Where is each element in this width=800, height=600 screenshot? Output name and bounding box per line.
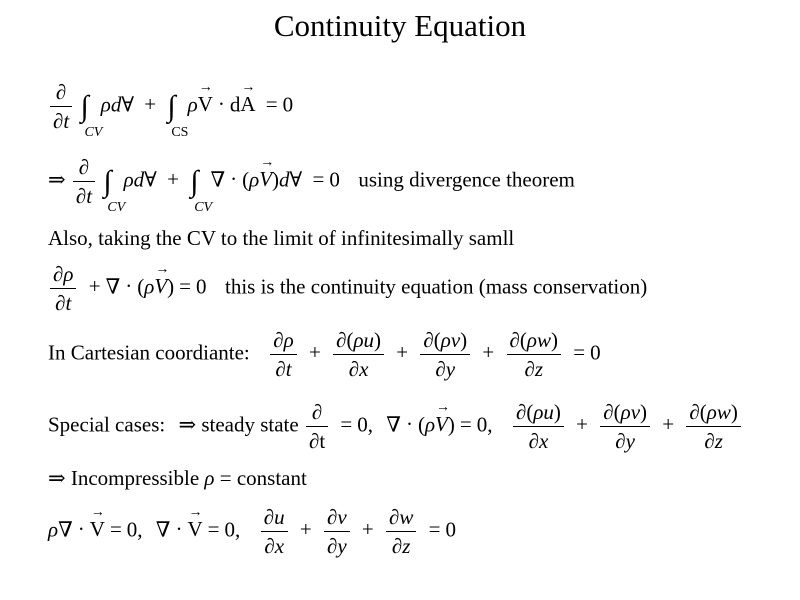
partial-t-fraction: $\frac{\partial}{\partial t}$ [50,80,72,133]
equation-differential: $\frac{\partial\rho}{\partial t}$ + ∇ · (ρ→ V) = 0 this is the continuity equation (mass conservation) [48,262,647,315]
text-incompressible: ⇒ Incompressible ρ = constant [48,466,307,490]
equation-incompressible: ρ∇ ·→ V = 0, ∇ ·→ V = 0, $\frac{\partial u}{\partial x}$ + $\frac{\partial v}{\partial y}$ + $\frac{\partial w}{\partial z}$ = 0 [48,505,456,558]
page-title: Continuity Equation [273,8,527,43]
steady-state-label: steady state [201,412,299,437]
partial-t-fraction: $\frac{\partial}{\partial t}$ [73,155,95,208]
constant-label: = constant [219,466,307,490]
partial-rho-t-fraction: $\frac{\partial\rho}{\partial t}$ [50,262,76,315]
integral-cv: ∫ CV [80,89,103,140]
divergence-note: using divergence theorem [358,167,575,192]
continuity-note: this is the continuity equation (mass conservation) [225,274,648,299]
integral-cv: ∫ CV [103,164,126,215]
equation-divergence: ⇒ $\frac{\partial}{\partial t}$ ∫ CV ρd∀ + ∫ CV ∇ · (ρ→ V)d∀ = 0 using divergence theorem [48,155,575,208]
equation-integral-form: $\frac{\partial}{\partial t}$ ∫ CV ρd∀ + ∫ CS ρ→ V · d→ A = 0 [48,80,293,133]
cartesian-label: In Cartesian coordiante: [48,340,250,365]
equation-special-cases: Special cases: ⇒ steady state $\frac{\partial}{\partial t}$ = 0, ∇ · (ρ→ V) = 0, $\frac{\partial(\rho u)}{\partial x}$ + $\frac{\partial(\rho v)}{\partial y}$ + $\frac{\partial(\rho w)}{\partial z}$ [48,400,743,453]
special-cases-label: Special cases: [48,412,166,437]
incompressible-label: Incompressible [70,466,200,490]
equation-cartesian: In Cartesian coordiante: $\frac{\partial\rho}{\partial t}$ + $\frac{\partial(\rho u)}{\partial x}$ + $\frac{\partial(\rho v)}{\partial y}$ + $\frac{\partial(\rho w)}{\partial z}$ = 0 [48,328,601,381]
integral-cv: ∫ CV [190,164,213,215]
text-limit: Also, taking the CV to the limit of infinitesimally samll [48,226,515,250]
integral-cs: ∫ CS [167,89,189,140]
